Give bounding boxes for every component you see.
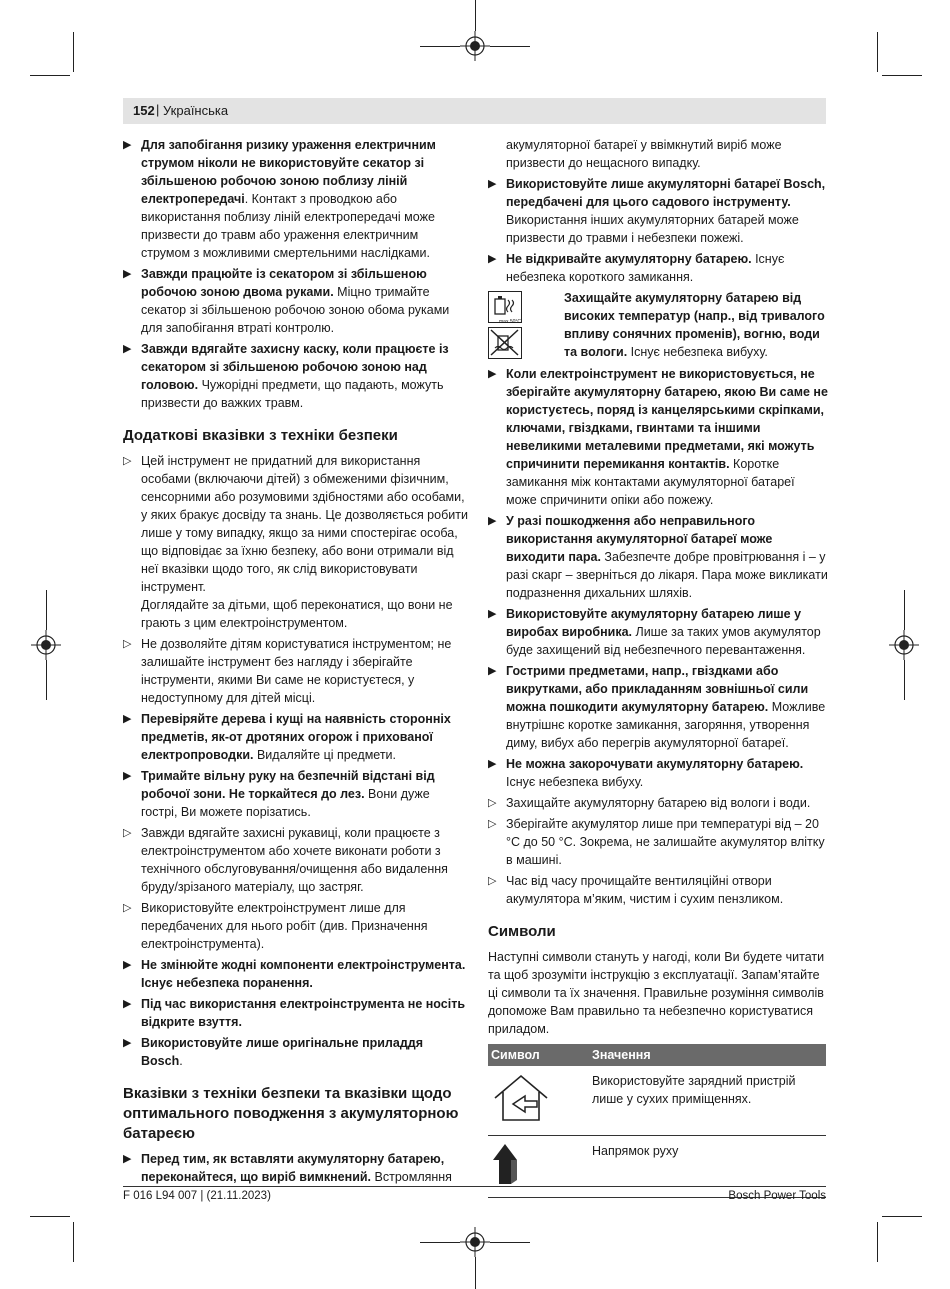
item-bold-text: Завжди працюйте із секатором зі збільшеною робочою зоною двома руками. [141,267,427,299]
item-bold-text: Використовуйте лише акумуляторні батареї Bosch, передбачені для цього садового інструменту. [506,177,826,209]
crop-mark [475,0,476,31]
item-text: Існує небезпека короткого замикання. [506,252,785,284]
page-number: 152 [133,103,155,118]
table-row [488,1066,826,1136]
crop-mark [46,590,47,630]
warning-box [488,289,828,361]
battery-no-water-icon [488,327,522,359]
item-text: Коротке замикання між контактами акумуляторної батареї може спричинити опіки або пожежу. [506,457,795,507]
footer-brand: Bosch Power Tools [728,1190,826,1202]
symbols-table-header-symbol: Символ [488,1044,589,1066]
item-text: Не дозволяйте дітям користуватися інструментом; не залишайте інструмент без нагляду і зберігайте інструменти, якими Ви саме не користуєтеся, у недоступному для дітей місці. [141,637,452,705]
item-bold-text: Під час використання електроінструмента не носіть відкрите взуття. [141,997,466,1029]
item-bold-text: Використовуйте лише оригінальне приладдя Bosch [141,1036,423,1068]
header-separator: | [156,102,160,117]
symbols-table [488,1044,826,1198]
crop-mark [420,1242,460,1243]
additional-safety-list [123,452,468,1070]
bullet-filled-icon: ▶ [488,758,497,770]
item-bold-text: Не відкривайте акумуляторну батарею. [506,252,752,266]
symbol-meaning: Напрямок руху [589,1136,826,1198]
continued-text: акумуляторної батареї у ввімкнутий виріб може призвести до нещасного випадку. [506,138,782,170]
item-text: Використання інших акумуляторних батарей може призвести до травми і небезпеки пожежі. [506,213,799,245]
battery-list-a [488,175,828,286]
section-title-battery-safety: Вказівки з техніки безпеки та вказівки щодо оптимального поводження з акумуляторною батареєю [123,1085,459,1142]
list-item [488,815,828,869]
list-item [123,899,468,953]
bullet-filled-icon: ▶ [123,139,132,151]
bullet-filled-icon: ▶ [123,343,132,355]
battery-heat-label: max.50°C [499,319,522,325]
battery-safety-list [123,1150,468,1186]
list-item [123,710,468,764]
item-text: Забезпечте добре провітрювання і – у разі скарг – зверніться до лікаря. Пара може викликати подразнення дихальних шляхів. [506,550,828,600]
item-text: Міцно тримайте секатор зі збільшеною робочою зоною обома руками для запобігання втраті контролю. [141,285,450,335]
registration-mark-icon [889,630,919,660]
list-item [123,136,468,262]
battery-heat-icon [488,291,522,323]
crop-mark [73,32,74,72]
list-item [488,605,828,659]
item-text: Захищайте акумуляторну батарею від вологи і води. [506,796,811,810]
item-bold-text: Перед тим, як вставляти акумуляторну батарею, переконайтеся, що виріб вимкнений. [141,1152,445,1184]
section-title-symbols: Символи [488,923,556,940]
item-bold-text: У разі пошкодження або неправильного використання акумуляторної батареї може виходити пара. [506,514,773,564]
crop-mark [904,590,905,630]
list-item [488,872,828,908]
bullet-outline-icon: ▷ [488,797,497,809]
symbols-intro: Наступні символи стануть у нагоді, коли Ви будете читати та щоб зрозуміти інструкцію з експлуатації. Запам’ятайте ці символи та їх значення. Правильне розуміння символів допоможе Вам правильно та небезпечно користуватися приладом. [488,950,825,1036]
crop-mark [877,32,878,72]
right-column [488,136,828,1198]
list-item [488,794,828,812]
bullet-outline-icon: ▷ [123,902,132,914]
bullet-filled-icon: ▶ [123,268,132,280]
crop-mark [882,75,922,76]
footer-doc-id: F 016 L94 007 | (21.11.2023) [123,1190,271,1202]
list-item [488,175,828,247]
list-item [123,995,468,1031]
crop-mark [30,1216,70,1217]
bullet-filled-icon: ▶ [123,770,132,782]
bullet-filled-icon: ▶ [123,1153,132,1165]
item-text: Видаляйте ці предмети. [253,748,397,762]
indoor-charging-house-icon [491,1072,551,1124]
item-text: Лише за таких умов акумулятор буде захищений від небезпечного перевантаження. [506,625,821,657]
registration-mark-icon [460,31,490,61]
list-item [123,635,468,707]
bullet-outline-icon: ▷ [488,818,497,830]
bullet-outline-icon: ▷ [123,455,132,467]
bullet-filled-icon: ▶ [488,515,497,527]
list-item [123,1034,468,1070]
item-text: Час від часу прочищайте вентиляційні отвори акумулятора м’яким, чистим і сухим пензликом. [506,874,784,906]
list-item [488,662,828,752]
item-bold-text: Не змінюйте жодні компоненти електроінструмента. Існує небезпека поранення. [141,958,466,990]
direction-arrow-icon [491,1142,525,1186]
bullet-filled-icon: ▶ [123,959,132,971]
bullet-filled-icon: ▶ [123,1037,132,1049]
list-item [488,755,828,791]
left-top-list [123,136,468,412]
item-text: . Контакт з проводкою або використання поблизу ліній електропередачі може призвести до травм або ураження електричним струмом з можливими смертельними наслідками. [141,192,435,260]
bullet-outline-icon: ▷ [488,875,497,887]
crop-mark [904,660,905,700]
item-text: Існує небезпека вибуху. [506,775,644,789]
bullet-filled-icon: ▶ [123,713,132,725]
item-bold-text: Тримайте вільну руку на безпечній відстані від робочої зони. Не торкайтеся до лез. [141,769,435,801]
crop-mark [490,46,530,47]
item-text: Використовуйте електроінструмент лише для передбачених для нього робіт (див. Призначення електроінструмента). [141,901,428,951]
symbol-meaning: Використовуйте зарядний пристрій лише у сухих приміщеннях. [589,1066,826,1136]
item-bold-text: Перевіряйте дерева і кущі на наявність сторонніх предметів, як-от дротяних огорож і прихованої електропроводки. [141,712,451,762]
item-extra-text: Доглядайте за дітьми, щоб переконатися, що вони не грають з цим електроінструментом. [141,598,453,630]
list-item [123,767,468,821]
header-language: Українська [163,103,229,118]
registration-mark-icon [31,630,61,660]
list-item [488,365,828,509]
list-item [123,1150,468,1186]
bullet-filled-icon: ▶ [488,608,497,620]
warning-text: Захищайте акумуляторну батарею від високих температур (напр., від тривалого впливу сонячних променів), вогню, води та вологи. Існує небезпека вибуху. [564,291,825,359]
item-text: . [179,1054,183,1068]
item-text: Можливе внутрішнє коротке замикання, загоряння, утворення диму, вибух або перегрів акумуляторної батареї. [506,700,826,750]
crop-mark [877,1222,878,1262]
bullet-outline-icon: ▷ [123,827,132,839]
item-bold-text: Завжди вдягайте захисну каску, коли працюєте із секатором зі збільшеною робочою зоною над головою. [141,342,449,392]
crop-mark [73,1222,74,1262]
battery-list-b [488,365,828,908]
item-bold-text: Використовуйте акумуляторну батарею лише у виробах виробника. [506,607,802,639]
list-item [123,265,468,337]
item-bold-text: Не можна закорочувати акумуляторну батарею. [506,757,804,771]
crop-mark [46,660,47,700]
list-item [488,512,828,602]
crop-mark [882,1216,922,1217]
item-text: Чужорідні предмети, що падають, можуть призвести до важких травм. [141,378,444,410]
page-header [123,98,826,124]
item-bold-text: Гострими предметами, напр., гвіздками або викрутками, або прикладанням зовнішньої сили можна пошкодити акумуляторну батарею. [506,664,809,714]
crop-mark [490,1242,530,1243]
item-text: Цей інструмент не придатний для використання особами (включаючи дітей) з обмеженими фізичним, сенсорними або розумовими здібностями або особами, у яких бракує досвіду та знань. Це дозволяється робити лише у тому випадку, якщо за ними спостерігає особа, що відповідає за їхню безпеку, або вони отримали від неї вказівки щодо того, як слід використовувати інструмент. [141,454,468,594]
item-text: Встромляння [371,1170,452,1184]
table-row [488,1136,826,1198]
section-title-additional-safety: Додаткові вказівки з техніки безпеки [123,427,398,444]
bullet-outline-icon: ▷ [123,638,132,650]
crop-mark [475,1257,476,1289]
item-bold-text: Коли електроінструмент не використовується, не зберігайте акумуляторну батарею, якою Ви саме не користуєтесь, поряд із канцелярськими скріпками, ключами, гвіздками, гвинтами та іншими невеликими металевими предметами, які можуть спричинити перемикання контактів. [506,367,828,471]
item-text: Вони дуже гострі, Ви можете порізатись. [141,787,430,819]
registration-mark-icon [460,1227,490,1257]
bullet-filled-icon: ▶ [123,998,132,1010]
bullet-filled-icon: ▶ [488,178,497,190]
list-item [123,824,468,896]
crop-mark [420,46,460,47]
list-item [123,452,468,632]
list-item [488,250,828,286]
item-text: Завжди вдягайте захисні рукавиці, коли працюєте з електроінструментом або хочете виконати роботи з технічного обслуговування/очищення або видалення бруду/зрізаного матеріалу, що застряг. [141,826,448,894]
symbols-table-header-meaning: Значення [589,1044,826,1066]
bullet-filled-icon: ▶ [488,368,497,380]
list-item [123,956,468,992]
bullet-filled-icon: ▶ [488,665,497,677]
footer-rule [123,1186,826,1187]
crop-mark [30,75,70,76]
item-bold-text: Для запобігання ризику ураження електричним струмом ніколи не використовуйте секатор зі збільшеною робочою зоною поблизу ліній електропередачі [141,138,436,206]
bullet-filled-icon: ▶ [488,253,497,265]
item-text: Зберігайте акумулятор лише при температурі від – 20 °C до 50 °C. Зокрема, не залишайте акумулятор влітку в машині. [506,817,825,867]
left-column [123,136,468,1189]
list-item [123,340,468,412]
